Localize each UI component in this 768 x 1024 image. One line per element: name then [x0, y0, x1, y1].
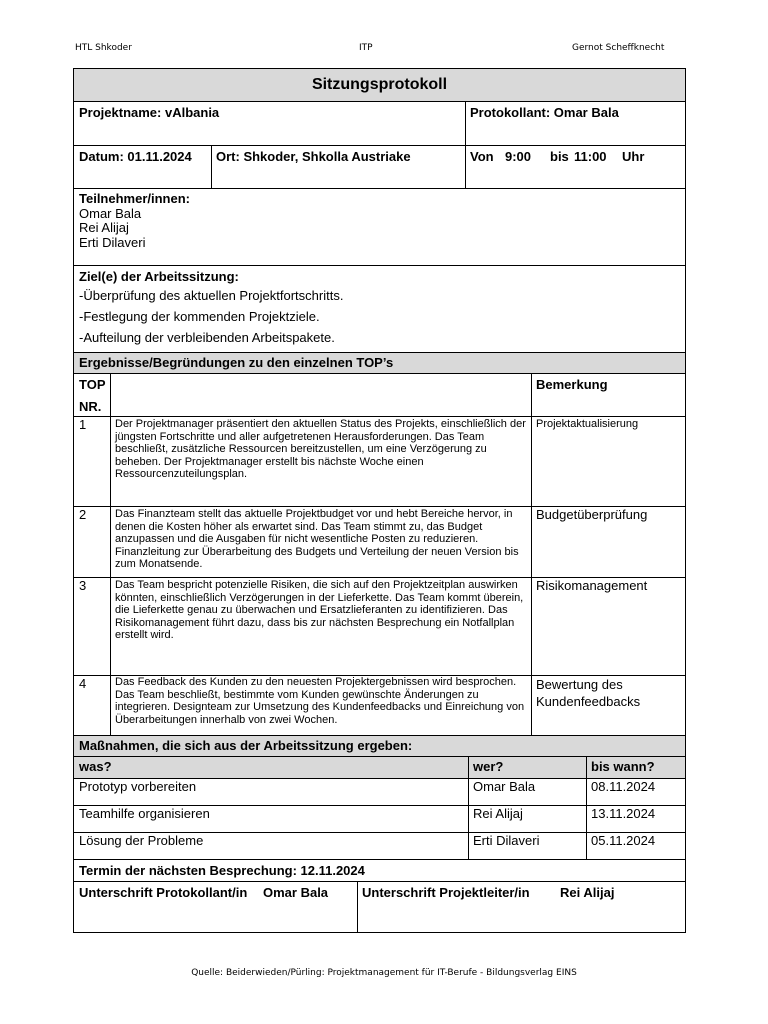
top-remark: Budgetüberprüfung	[536, 507, 648, 522]
top-remark: Projektaktualisierung	[536, 418, 639, 430]
signature-lead-name: Rei Alijaj	[560, 885, 615, 900]
measure-when: 08.11.2024	[591, 779, 656, 794]
col-top: TOP	[79, 377, 106, 392]
goals-label: Ziel(e) der Arbeitssitzung:	[79, 269, 239, 284]
participants-label: Teilnehmer/innen:	[79, 191, 190, 206]
meeting-time-unit: Uhr	[622, 149, 645, 164]
source-footer: Quelle: Beiderwieden/Pürling: Projektmanagement für IT-Berufe - Bildungsverlag EINS	[191, 968, 577, 978]
participant-name: Omar Bala	[79, 205, 142, 221]
measure-who: Omar Bala	[473, 779, 536, 794]
top-text: Das Team bespricht potenzielle Risiken, die sich auf den Projektzeitplan auswirken könnten, einschließlich Verzögerungen in der Lieferkette. Das Team kommt überein, die Lieferkette genau zu überwachen und Ersatzlieferanten zu identifizieren. Das Risikomanagement führt dazu, dass bis zur nächsten Besprechung ein Notfallplan erstellt wird.	[115, 579, 524, 642]
top-remark: Bewertung des Kundenfeedbacks	[536, 677, 641, 709]
document-title: Sitzungsprotokoll	[311, 76, 448, 93]
goal-item: -Aufteilung der verbleibenden Arbeitspakete.	[79, 330, 335, 345]
goal-item: -Überprüfung des aktuellen Projektfortschritts.	[79, 288, 344, 303]
participant-name: Rei Alijaj	[79, 220, 129, 235]
meeting-time-to: 11:00	[574, 149, 607, 164]
top-number: 3	[79, 578, 87, 593]
col-what: was?	[79, 759, 112, 774]
project-name: Projektname: vAlbania	[79, 105, 220, 120]
results-section-label: Ergebnisse/Begründungen zu den einzelnen TOP’s	[79, 355, 394, 370]
measure-who: Erti Dilaveri	[473, 833, 540, 848]
meeting-time-to-label: bis	[550, 149, 569, 164]
goal-item: -Festlegung der kommenden Projektziele.	[79, 309, 320, 324]
top-number: 1	[79, 417, 87, 432]
meeting-time-from: 9:00	[505, 149, 532, 164]
measure-who: Rei Alijaj	[473, 806, 523, 821]
header-school: HTL Shkoder	[75, 43, 132, 53]
recorder-name: Protokollant: Omar Bala	[470, 105, 619, 120]
meeting-date: Datum: 01.11.2024	[79, 149, 192, 164]
col-when: bis wann?	[591, 759, 655, 774]
measure-when: 13.11.2024	[591, 806, 656, 821]
measure-what: Lösung der Probleme	[79, 833, 204, 848]
meeting-location: Ort: Shkoder, Shkolla Austriake	[216, 149, 411, 164]
top-text: Das Finanzteam stellt das aktuelle Projektbudget vor und hebt Bereiche hervor, in denen die Kosten höher als erwartet sind. Das Team stimmt zu, das Budget anzupassen und die Ausgaben für nicht wesentliche Posten zu reduzieren. Finanzleitung zur Überarbeitung des Budgets und Verteilung der neuen Version bis zum Monatsende.	[115, 508, 519, 571]
meeting-time-from-label: Von	[470, 149, 494, 164]
measures-section-label: Maßnahmen, die sich aus der Arbeitssitzung ergeben:	[79, 738, 413, 753]
signature-recorder-name: Omar Bala	[263, 885, 329, 900]
top-text: Das Feedback des Kunden zu den neuesten Projektergebnissen wird besprochen. Das Team beschließt, bestimmte vom Kunden gewünschte Änderungen zu integrieren. Designteam zur Umsetzung des Kundenfeedbacks und Einreichung von Überarbeitungen innerhalb von zwei Wochen.	[115, 676, 525, 726]
signature-lead-label: Unterschrift Projektleiter/in	[362, 885, 530, 900]
top-remark: Risikomanagement	[536, 578, 648, 593]
next-meeting: Termin der nächsten Besprechung: 12.11.2024	[79, 863, 365, 878]
top-text: Der Projektmanager präsentiert den aktuellen Status des Projekts, einschließlich der jüngsten Fortschritte und aller aufgetretenen Herausforderungen. Das Team beschließt, zusätzliche Ressourcen bereitzustellen, um eine Verzögerung zu beheben. Der Projektmanager erstellt bis nächste Woche einen Ressourcenzuteilungsplan.	[115, 418, 526, 481]
col-remark: Bemerkung	[536, 377, 608, 392]
col-who: wer?	[473, 759, 504, 774]
signature-recorder-label: Unterschrift Protokollant/in	[79, 885, 248, 900]
header-subject: ITP	[359, 43, 373, 53]
header-author: Gernot Scheffknecht	[572, 43, 665, 53]
top-number: 2	[79, 507, 87, 522]
top-number: 4	[79, 676, 87, 691]
measure-when: 05.11.2024	[591, 833, 656, 848]
participants-block	[79, 192, 190, 250]
col-nr: NR.	[79, 399, 102, 414]
participant-name: Erti Dilaveri	[79, 234, 146, 250]
measure-what: Prototyp vorbereiten	[79, 779, 197, 794]
protocol-form	[73, 68, 686, 933]
measure-what: Teamhilfe organisieren	[79, 806, 210, 821]
